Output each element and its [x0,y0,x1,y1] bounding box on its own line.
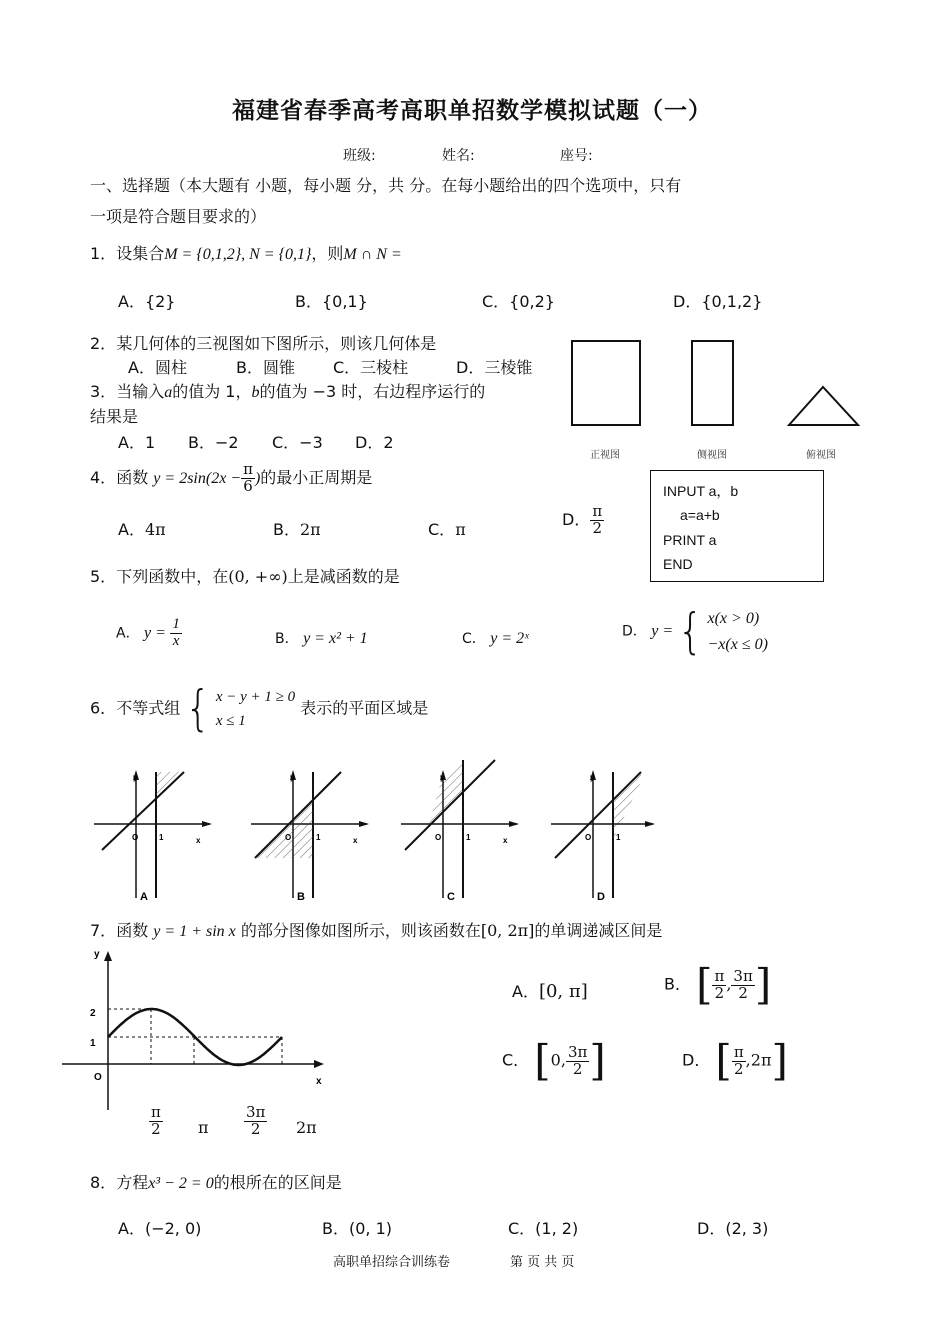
q7-xlabel-2pi: 2π [296,1118,317,1137]
question-number: 6． [90,698,117,718]
question-text: 上是减函数的是 [287,567,400,586]
q7-sine-graph [58,945,333,1115]
svg-text:O: O [435,833,442,842]
math-expr: M = {0,1,2}, N = {0,1} [164,246,312,263]
program-line-2: a=a+b [680,507,720,523]
svg-text:1: 1 [316,833,321,842]
graph-label-a: A [140,891,148,903]
svg-text:1: 1 [616,833,621,842]
svg-text:O: O [132,833,139,842]
graph-label-b: B [297,891,305,903]
math-expr: ) [254,469,261,487]
section-intro-line1: 一、选择题（本大题有 小题，每小题 分，共 分。在每小题给出的四个选项中，只有 [90,176,682,195]
class-label: 班级: [343,148,376,164]
svg-text:1: 1 [90,1038,96,1049]
question-text: 当输入 [116,382,165,401]
question-text: 函数 [116,921,149,940]
q1-option-a[interactable]: A．{2} [118,292,176,311]
q3-option-a[interactable]: A．1 [118,433,156,452]
math-expr: x³ − 2 = 0 [148,1175,214,1192]
footer-page: 第 页 共 页 [510,1255,575,1270]
q1-option-c[interactable]: C．{0,2} [482,292,555,311]
question-text: 表示的平面区域是 [300,698,429,718]
question-2 [90,331,436,354]
q1-option-b[interactable]: B．{0,1} [295,292,368,311]
front-view-rect [572,341,640,425]
question-text: 某几何体的三视图如下图所示，则该几何体是 [116,334,437,353]
math-expr: M ∩ N = [343,246,402,263]
math-interval: (0, +∞) [228,567,288,586]
q4-option-a[interactable]: A．4π [118,520,166,539]
program-line-3: PRINT a [663,532,717,548]
front-view-label: 正视图 [590,450,620,461]
q2-option-c[interactable]: C．三棱柱 [333,358,409,377]
question-text: 下列函数中，在 [116,567,229,586]
q2-option-a[interactable]: A．圆柱 [128,358,187,377]
side-view-rect [692,341,733,425]
question-number: 7． [90,921,117,940]
section-intro-line2: 一项是符合题目要求的） [90,207,267,226]
q4-option-d[interactable]: D． $\frac{\pi}{2}$ [562,502,603,537]
q4-option-c[interactable]: C．π [428,520,466,539]
question-6: 6．不等式组 { x − y + 1 ≥ 0 x ≤ 1 表示的平面区域是 [90,681,429,737]
svg-text:y: y [94,949,100,960]
question-4 [90,462,372,495]
program-box [650,470,824,582]
question-text: 的单调递减区间是 [534,921,663,940]
svg-text:x: x [503,836,508,845]
math-expr: y = 2sin(2x − [153,469,242,487]
question-number: 8． [90,1173,117,1192]
q5-option-b[interactable]: B． y = x² + 1 [275,630,368,647]
q8-option-c[interactable]: C．(1, 2) [508,1219,579,1238]
q8-option-a[interactable]: A．(−2, 0) [118,1219,202,1238]
question-text: 不等式组 [116,698,181,718]
q5-option-a[interactable]: A． y = $\frac{1}{x}$ [116,616,180,649]
seat-label: 座号: [560,148,593,164]
program-line-1: INPUT a，b [663,483,739,499]
top-view-triangle [789,387,858,425]
question-text: ，则 [311,244,344,263]
footer-left: 高职单招综合训练卷 [333,1255,451,1270]
question-7 [90,918,662,941]
svg-text:1: 1 [466,833,471,842]
page-title: 福建省春季高考高职单招数学模拟试题（一） [232,98,712,124]
question-text: 的最小正周期是 [260,467,373,487]
svg-text:x: x [353,836,358,845]
svg-text:y: y [440,773,445,782]
q7-xlabel-pi-over-2: $\frac{\pi}{2}$ [151,1103,161,1138]
question-text: 设集合 [116,244,165,263]
q6-graph-d [545,760,670,910]
svg-text:x: x [196,836,201,845]
math-var: b [251,384,260,401]
program-line-4: END [663,556,693,572]
question-3-line2: 结果是 [90,407,139,426]
top-view-label: 俯视图 [806,450,836,461]
svg-text:x: x [316,1076,322,1087]
q7-option-a[interactable]: A．[0, π] [512,981,588,1002]
graph-label-c: C [447,891,455,903]
svg-text:y: y [133,773,138,782]
question-text: 函数 [116,467,149,487]
q5-option-d[interactable]: D． y = { x(x > 0) −x(x ≤ 0) [622,603,768,660]
question-text: 的部分图像如图所示，则该函数在 [240,921,481,940]
q4-option-b[interactable]: B．2π [273,520,321,539]
question-text: 的根所在的区间是 [213,1173,342,1192]
fraction: $\frac{\pi}{6}$ [243,460,253,495]
q8-option-d[interactable]: D．(2, 3) [697,1219,769,1238]
q7-xlabel-3pi-over-2: $\frac{3\pi}{2}$ [246,1103,266,1138]
svg-text:y: y [290,773,295,782]
q7-option-b[interactable]: B． [ $\frac{\pi}{2}$ , $\frac{3\pi}{2}$ ] [664,960,772,1009]
question-8 [90,1170,342,1193]
q5-option-c[interactable]: C． y = 2ˣ [462,630,529,647]
q2-option-d[interactable]: D．三棱锥 [456,358,533,377]
three-views-figure [560,335,870,465]
q7-option-c[interactable]: C． [0, $\frac{3\pi}{2}$ ] [502,1036,606,1085]
question-number: 5． [90,567,117,586]
question-number: 2． [90,334,117,353]
name-label: 姓名: [442,148,475,164]
math-expr: y = 1 + sin x [153,923,236,940]
question-text: 方程 [116,1173,149,1192]
side-view-label: 侧视图 [697,450,727,461]
question-3 [90,379,485,402]
svg-text:2: 2 [90,1008,96,1019]
q7-xlabel-pi: π [198,1118,209,1137]
q8-option-b[interactable]: B．(0, 1) [322,1219,392,1238]
q6-graph-c [395,755,525,910]
svg-text:O: O [94,1072,102,1083]
svg-text:y: y [590,773,595,782]
question-1 [90,241,402,264]
q7-option-d[interactable]: D． [ $\frac{\pi}{2}$ ,2π] [682,1036,788,1085]
q2-option-b[interactable]: B．圆锥 [236,358,295,377]
question-number: 3． [90,382,117,401]
q3-option-b[interactable]: B．−2 [188,433,239,452]
q1-option-d[interactable]: D．{0,1,2} [673,292,763,311]
question-number: 4． [90,467,117,487]
question-5 [90,564,400,587]
question-text: 的值为 1， [172,382,252,401]
svg-text:1: 1 [159,833,164,842]
math-var: a [164,384,173,401]
q6-graph-b [245,760,370,910]
q6-graph-a [88,760,213,910]
q3-option-d[interactable]: D．2 [355,433,394,452]
q3-option-c[interactable]: C．−3 [272,433,323,452]
svg-text:O: O [585,833,592,842]
graph-label-d: D [597,891,605,903]
question-text: 的值为 −3 时，右边程序运行的 [259,382,486,401]
svg-text:O: O [285,833,292,842]
question-number: 1． [90,244,117,263]
math-interval: [0, 2π] [480,921,535,940]
